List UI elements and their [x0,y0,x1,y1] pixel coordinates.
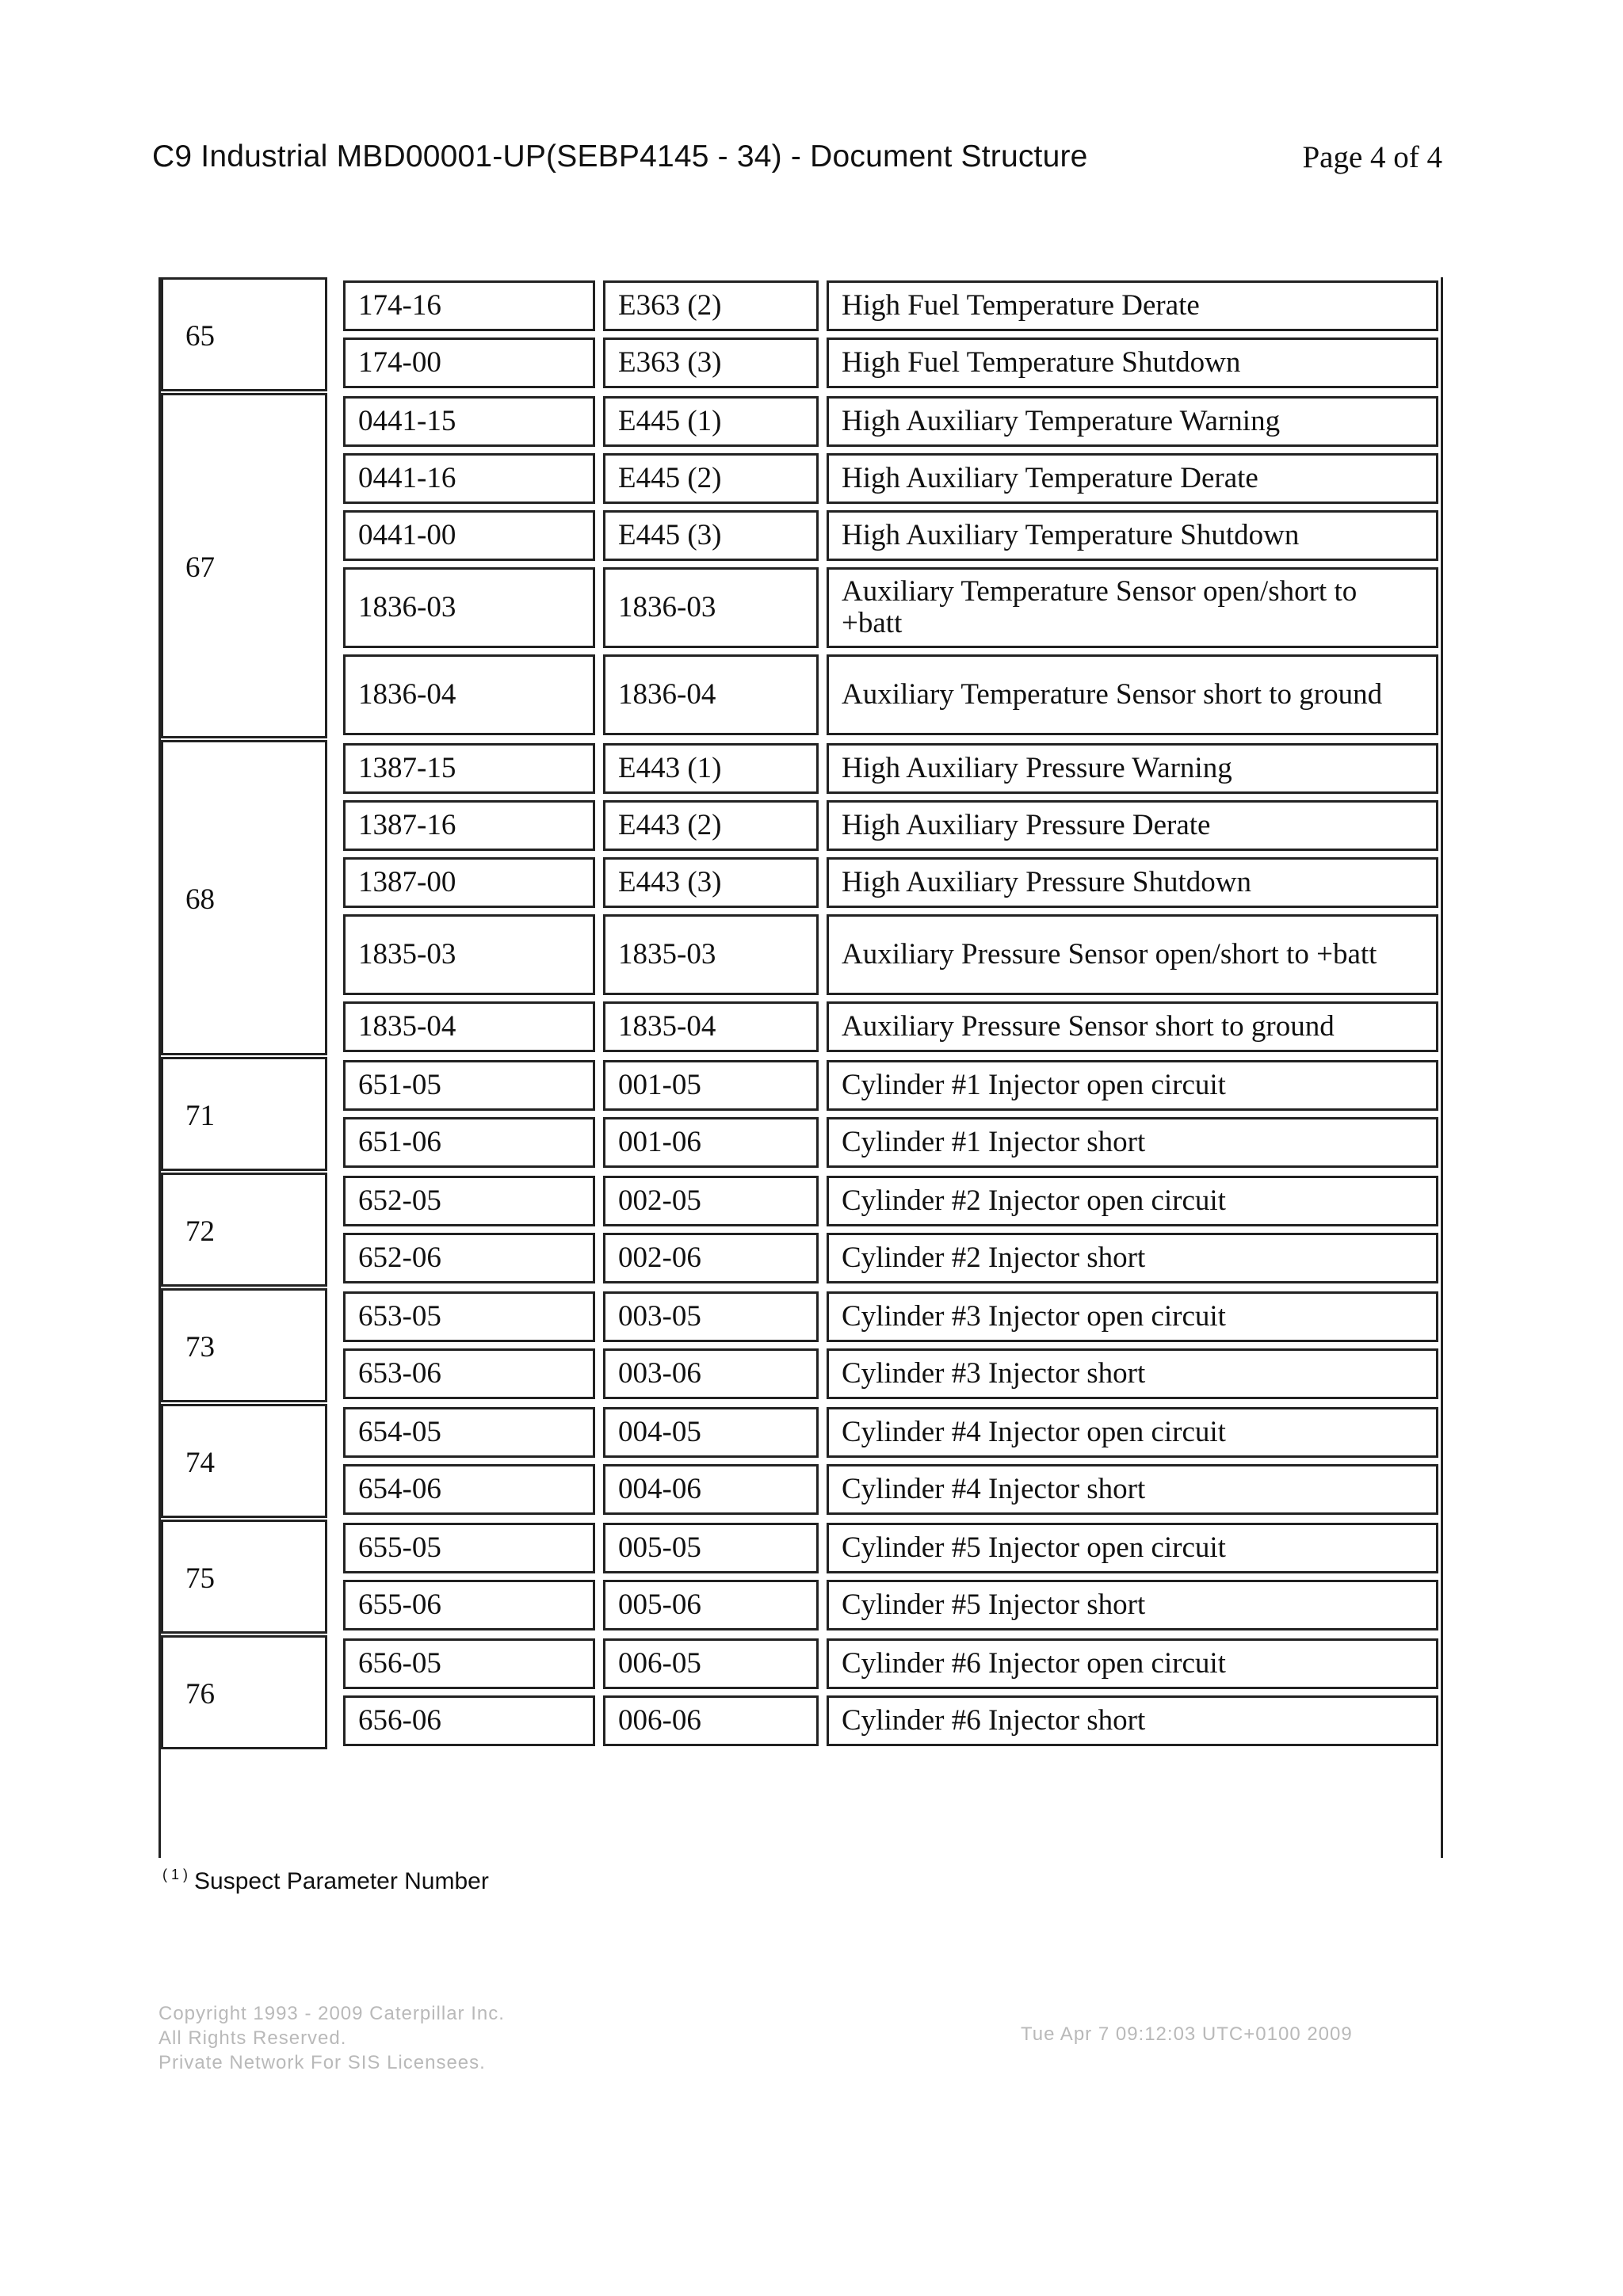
group-number: 68 [185,883,215,916]
description-cell: High Fuel Temperature Shutdown [827,338,1438,388]
code-cell: 1835-04 [603,1001,819,1052]
description-cell: High Auxiliary Pressure Shutdown [827,857,1438,908]
description-cell: Cylinder #1 Injector short [827,1117,1438,1168]
description-cell: High Auxiliary Temperature Warning [827,396,1438,447]
description-cell: High Auxiliary Pressure Derate [827,800,1438,851]
spn-cell: 651-06 [343,1117,595,1168]
group-number: 67 [185,551,215,584]
description-cell: Auxiliary Pressure Sensor open/short to +batt [827,914,1438,995]
spn-cell: 655-06 [343,1580,595,1630]
code-cell: 1835-03 [603,914,819,995]
description-cell: Cylinder #5 Injector short [827,1580,1438,1630]
description-cell: Cylinder #4 Injector open circuit [827,1407,1438,1458]
description-cell: Cylinder #3 Injector short [827,1348,1438,1399]
spn-cell: 1836-04 [343,654,595,735]
group-number: 72 [185,1215,215,1248]
group-number: 76 [185,1678,215,1711]
group-number: 73 [185,1331,215,1363]
code-cell: 005-06 [603,1580,819,1630]
group-block [161,1635,327,1749]
spn-cell: 174-16 [343,280,595,331]
code-cell: E363 (2) [603,280,819,331]
spn-cell: 656-06 [343,1695,595,1746]
spn-cell: 0441-15 [343,396,595,447]
spn-cell: 174-00 [343,338,595,388]
spn-cell: 654-05 [343,1407,595,1458]
spn-cell: 654-06 [343,1464,595,1515]
code-cell: E443 (2) [603,800,819,851]
code-cell: 1836-03 [603,567,819,648]
description-cell: High Auxiliary Temperature Derate [827,453,1438,504]
footnote-marker: ( 1 ) [162,1867,189,1882]
code-cell: 003-05 [603,1291,819,1342]
group-block [161,1404,327,1518]
description-cell: High Auxiliary Pressure Warning [827,743,1438,794]
print-timestamp: Tue Apr 7 09:12:03 UTC+0100 2009 [1021,2023,1353,2045]
spn-cell: 1387-15 [343,743,595,794]
group-block [161,740,327,1055]
code-cell: E443 (3) [603,857,819,908]
spn-cell: 1387-16 [343,800,595,851]
spn-cell: 1836-03 [343,567,595,648]
description-cell: Auxiliary Temperature Sensor short to ground [827,654,1438,735]
code-cell: 001-06 [603,1117,819,1168]
copyright-line: Copyright 1993 - 2009 Caterpillar Inc. [158,2003,505,2024]
description-cell: Cylinder #2 Injector short [827,1233,1438,1283]
description-cell: Cylinder #4 Injector short [827,1464,1438,1515]
spn-cell: 652-06 [343,1233,595,1283]
code-cell: E443 (1) [603,743,819,794]
group-number: 71 [185,1100,215,1132]
code-cell: 004-05 [603,1407,819,1458]
group-block [161,1288,327,1402]
code-cell: E445 (2) [603,453,819,504]
description-cell: Cylinder #6 Injector open circuit [827,1638,1438,1689]
description-cell: Cylinder #2 Injector open circuit [827,1176,1438,1226]
fault-code-table [158,277,1443,1858]
group-number: 74 [185,1447,215,1479]
description-cell: Auxiliary Temperature Sensor open/short to +batt [827,567,1438,648]
spn-cell: 653-05 [343,1291,595,1342]
description-cell: Cylinder #3 Injector open circuit [827,1291,1438,1342]
group-block [161,1173,327,1287]
code-cell: 003-06 [603,1348,819,1399]
code-cell: 002-06 [603,1233,819,1283]
description-cell: Cylinder #1 Injector open circuit [827,1060,1438,1111]
description-cell: Cylinder #5 Injector open circuit [827,1523,1438,1573]
spn-cell: 0441-16 [343,453,595,504]
code-cell: 005-05 [603,1523,819,1573]
code-cell: E445 (3) [603,510,819,561]
code-cell: 002-05 [603,1176,819,1226]
document-title: C9 Industrial MBD00001-UP(SEBP4145 - 34) - Document Structure [152,139,1088,174]
code-cell: 006-05 [603,1638,819,1689]
description-cell: Auxiliary Pressure Sensor short to ground [827,1001,1438,1052]
copyright-block [158,2001,505,2075]
code-cell: 004-06 [603,1464,819,1515]
page-number: Page 4 of 4 [1302,140,1442,174]
description-cell: Cylinder #6 Injector short [827,1695,1438,1746]
spn-cell: 653-06 [343,1348,595,1399]
group-block [161,393,327,738]
description-cell: High Fuel Temperature Derate [827,280,1438,331]
spn-cell: 656-05 [343,1638,595,1689]
code-cell: 001-05 [603,1060,819,1111]
group-block [161,1520,327,1634]
spn-cell: 651-05 [343,1060,595,1111]
spn-cell: 655-05 [343,1523,595,1573]
spn-cell: 1387-00 [343,857,595,908]
group-number: 75 [185,1562,215,1595]
spn-cell: 1835-03 [343,914,595,995]
footnote-text: Suspect Parameter Number [194,1868,489,1894]
code-cell: E363 (3) [603,338,819,388]
footnote [162,1867,489,1895]
group-number: 65 [185,320,215,353]
code-cell: 1836-04 [603,654,819,735]
spn-cell: 0441-00 [343,510,595,561]
spn-cell: 652-05 [343,1176,595,1226]
code-cell: 006-06 [603,1695,819,1746]
network-line: Private Network For SIS Licensees. [158,2052,486,2073]
rights-line: All Rights Reserved. [158,2027,347,2049]
description-cell: High Auxiliary Temperature Shutdown [827,510,1438,561]
group-block [161,1057,327,1171]
group-block [161,277,327,391]
spn-cell: 1835-04 [343,1001,595,1052]
code-cell: E445 (1) [603,396,819,447]
